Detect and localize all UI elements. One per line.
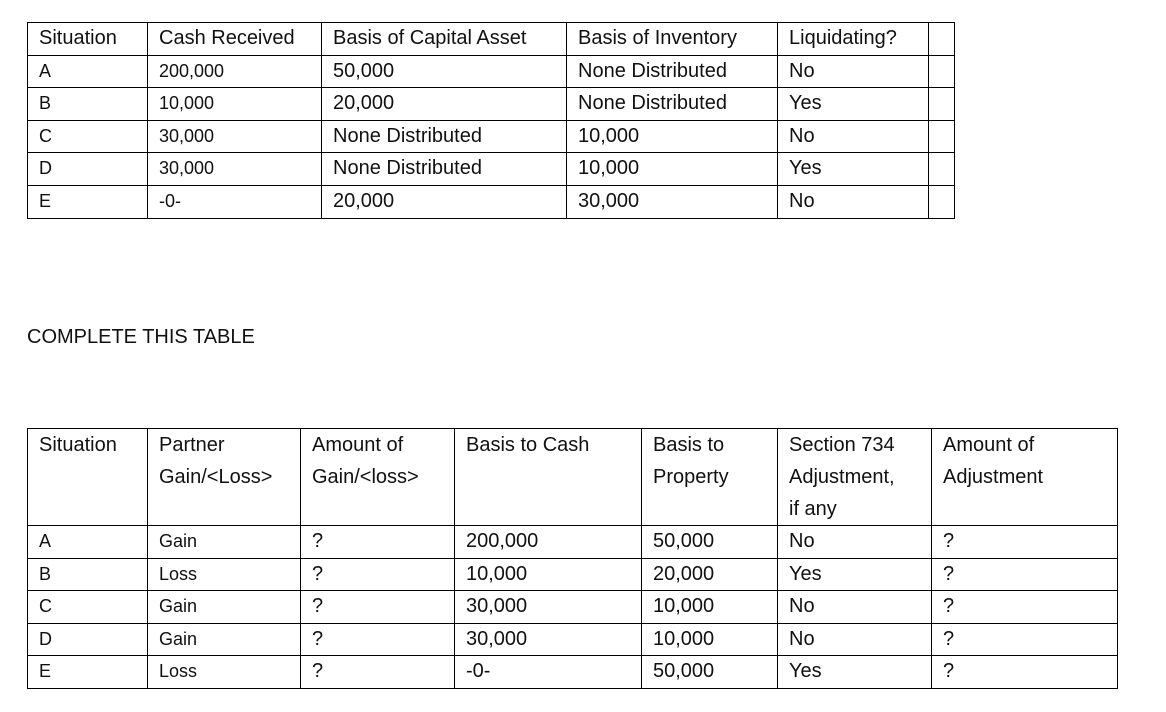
table-cell: 10,000	[567, 153, 778, 186]
header-cell: Situation	[28, 429, 148, 526]
table-cell: B	[28, 88, 148, 121]
header-cell: Basis to Property	[642, 429, 778, 526]
table-cell: 30,000	[455, 623, 642, 656]
header-cell	[929, 23, 955, 56]
table-cell: 200,000	[148, 55, 322, 88]
table-cell: None Distributed	[567, 88, 778, 121]
table-cell: 50,000	[642, 526, 778, 559]
header-cell: Cash Received	[148, 23, 322, 56]
table-cell: 10,000	[148, 88, 322, 121]
table-cell: No	[778, 526, 932, 559]
table-cell: 20,000	[322, 88, 567, 121]
table-cell: 30,000	[148, 120, 322, 153]
table-cell: ?	[932, 558, 1118, 591]
table-cell: Loss	[148, 656, 301, 689]
table-cell: E	[28, 656, 148, 689]
header-cell: Liquidating?	[778, 23, 929, 56]
table-cell: ?	[301, 623, 455, 656]
table-cell: D	[28, 623, 148, 656]
table-row	[28, 55, 955, 88]
table-cell: No	[778, 591, 932, 624]
table-cell: 10,000	[455, 558, 642, 591]
table-cell: -0-	[148, 185, 322, 218]
table-cell	[929, 88, 955, 121]
table-cell: ?	[932, 623, 1118, 656]
table-cell: ?	[932, 526, 1118, 559]
table-cell: Gain	[148, 623, 301, 656]
table-cell: 50,000	[642, 656, 778, 689]
instruction-caption: COMPLETE THIS TABLE	[27, 326, 255, 348]
table-cell: Yes	[778, 656, 932, 689]
table-cell	[929, 153, 955, 186]
table-cell: D	[28, 153, 148, 186]
table-cell: 20,000	[322, 185, 567, 218]
table-cell: C	[28, 120, 148, 153]
table-cell: -0-	[455, 656, 642, 689]
table-cell: A	[28, 526, 148, 559]
table-cell: 30,000	[567, 185, 778, 218]
table-cell	[929, 185, 955, 218]
header-cell: Basis of Capital Asset	[322, 23, 567, 56]
header-cell: Amount of Adjustment	[932, 429, 1118, 526]
distribution-situations-table	[27, 22, 955, 219]
table-cell: No	[778, 623, 932, 656]
table-cell: 10,000	[642, 623, 778, 656]
header-cell: Basis to Cash	[455, 429, 642, 526]
table-header-row	[28, 23, 955, 56]
table-row	[28, 120, 955, 153]
table-cell: ?	[301, 656, 455, 689]
table-cell	[929, 55, 955, 88]
table-row	[28, 185, 955, 218]
table-cell: 30,000	[148, 153, 322, 186]
table-cell: Yes	[778, 153, 929, 186]
complete-this-table	[27, 428, 1118, 689]
table-row	[28, 591, 1118, 624]
table-cell: 50,000	[322, 55, 567, 88]
table-cell: B	[28, 558, 148, 591]
header-cell: Basis of Inventory	[567, 23, 778, 56]
table-cell: No	[778, 55, 929, 88]
table-cell: Gain	[148, 591, 301, 624]
table-cell: 20,000	[642, 558, 778, 591]
table-cell: ?	[301, 558, 455, 591]
table-row	[28, 88, 955, 121]
table-row	[28, 558, 1118, 591]
table-cell: ?	[301, 591, 455, 624]
table-cell: Gain	[148, 526, 301, 559]
table-cell: ?	[932, 656, 1118, 689]
table-cell: None Distributed	[322, 153, 567, 186]
table-header-row	[28, 429, 1118, 526]
table-cell: ?	[301, 526, 455, 559]
table-cell: ?	[932, 591, 1118, 624]
table-cell: No	[778, 120, 929, 153]
header-cell: Situation	[28, 23, 148, 56]
table-cell: None Distributed	[567, 55, 778, 88]
table-cell: E	[28, 185, 148, 218]
table-cell: 200,000	[455, 526, 642, 559]
header-cell: Amount of Gain/<loss>	[301, 429, 455, 526]
table-cell: 10,000	[567, 120, 778, 153]
table-row	[28, 623, 1118, 656]
table-row	[28, 656, 1118, 689]
table-row	[28, 526, 1118, 559]
table-cell: None Distributed	[322, 120, 567, 153]
table-cell: A	[28, 55, 148, 88]
header-cell: Section 734 Adjustment, if any	[778, 429, 932, 526]
table-cell: C	[28, 591, 148, 624]
table-cell	[929, 120, 955, 153]
table-cell: 10,000	[642, 591, 778, 624]
table-cell: Yes	[778, 558, 932, 591]
table-cell: Loss	[148, 558, 301, 591]
table-cell: Yes	[778, 88, 929, 121]
table-cell: 30,000	[455, 591, 642, 624]
table-cell: No	[778, 185, 929, 218]
header-cell: Partner Gain/<Loss>	[148, 429, 301, 526]
table-row	[28, 153, 955, 186]
